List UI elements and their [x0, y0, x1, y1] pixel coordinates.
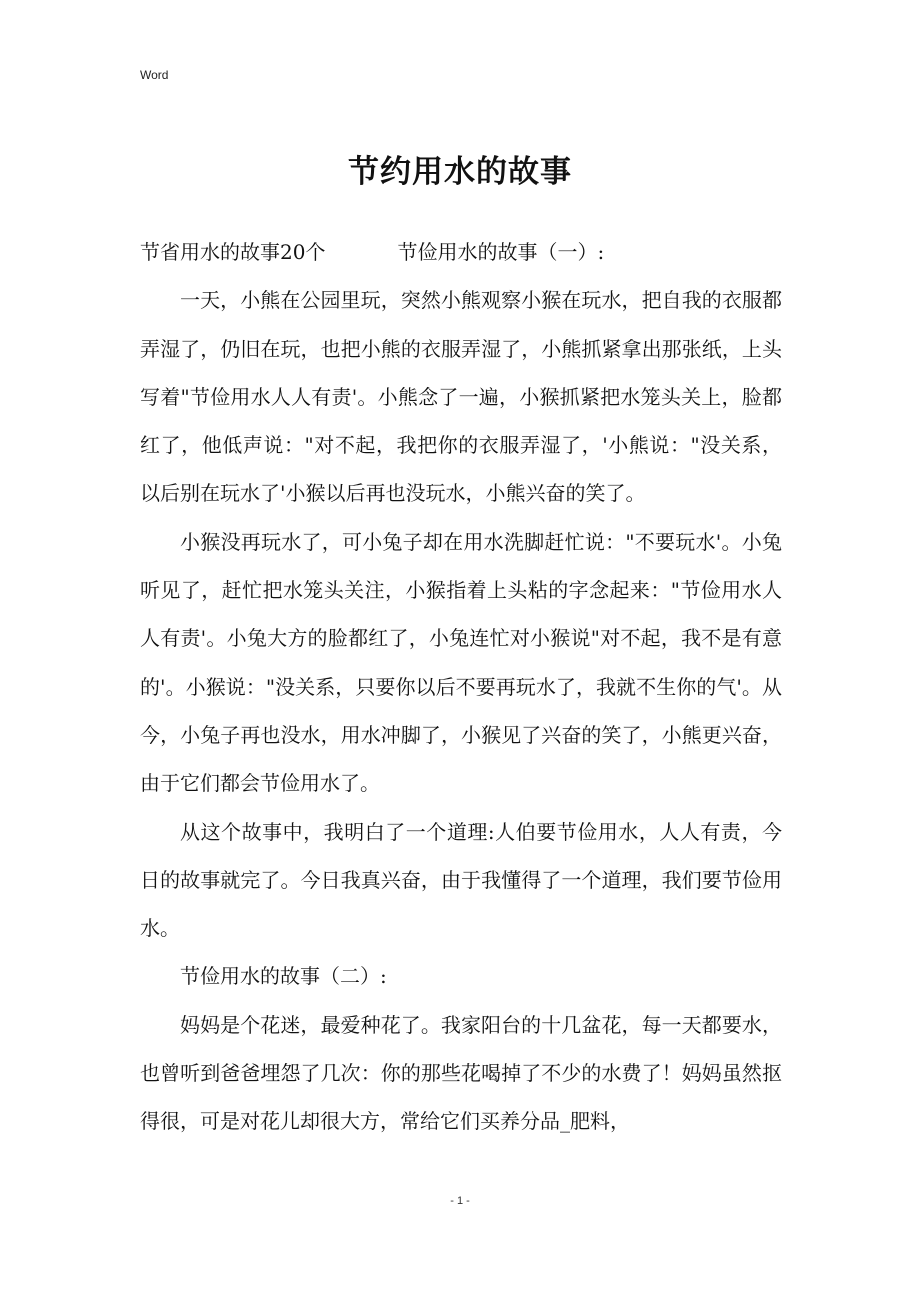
paragraph: 小猴没再玩水了，可小兔子却在用水洗脚赶忙说："不要玩水'。小兔听见了，赶忙把水笼头关注，小猴指着上头粘的字念起来："节俭用水人人有责'。小兔大方的脸都红了，小兔连忙对小猴说"对不起，我不是有意的'。小猴说："没关系，只要你以后不要再玩水了，我就不生你的气'。从今，小兔子再也没水，用水冲脚了，小猴见了兴奋的笑了，小熊更兴奋，由于它们都会节俭用水了。: [140, 529, 782, 796]
paragraph: 从这个故事中，我明白了一个道理:人伯要节俭用水，人人有责，今日的故事就完了。今日我真兴奋，由于我懂得了一个道理，我们要节俭用水。: [140, 819, 782, 941]
paragraph: 妈妈是个花迷，最爱种花了。我家阳台的十几盆花，每一天都要水，也曾听到爸爸埋怨了几次：你的那些花喝掉了不少的水费了！妈妈虽然抠得很，可是对花儿却很大方，常给它们买养分品_肥料，: [140, 1012, 782, 1134]
subtitle-right: 节俭用水的故事（一）:: [397, 240, 605, 264]
page-number: - 1 -: [450, 1195, 470, 1207]
section-heading: 节俭用水的故事（二）:: [180, 964, 387, 989]
document-title: 节约用水的故事: [348, 154, 572, 190]
subtitle-line: [140, 228, 782, 276]
document-body: [140, 228, 782, 1146]
subtitle-left: 节省用水的故事20个: [140, 240, 326, 264]
running-header: Word: [140, 68, 169, 82]
paragraph: 一天，小熊在公园里玩，突然小熊观察小猴在玩水，把自我的衣服都弄湿了，仍旧在玩，也把小熊的衣服弄湿了，小熊抓紧拿出那张纸，上头写着"节俭用水人人有责'。小熊念了一遍，小猴抓紧把水笼头关上，脸都红了，他低声说："对不起，我把你的衣服弄湿了，'小熊说："没关系，以后别在玩水了'小猴以后再也没玩水，小熊兴奋的笑了。: [140, 288, 782, 506]
